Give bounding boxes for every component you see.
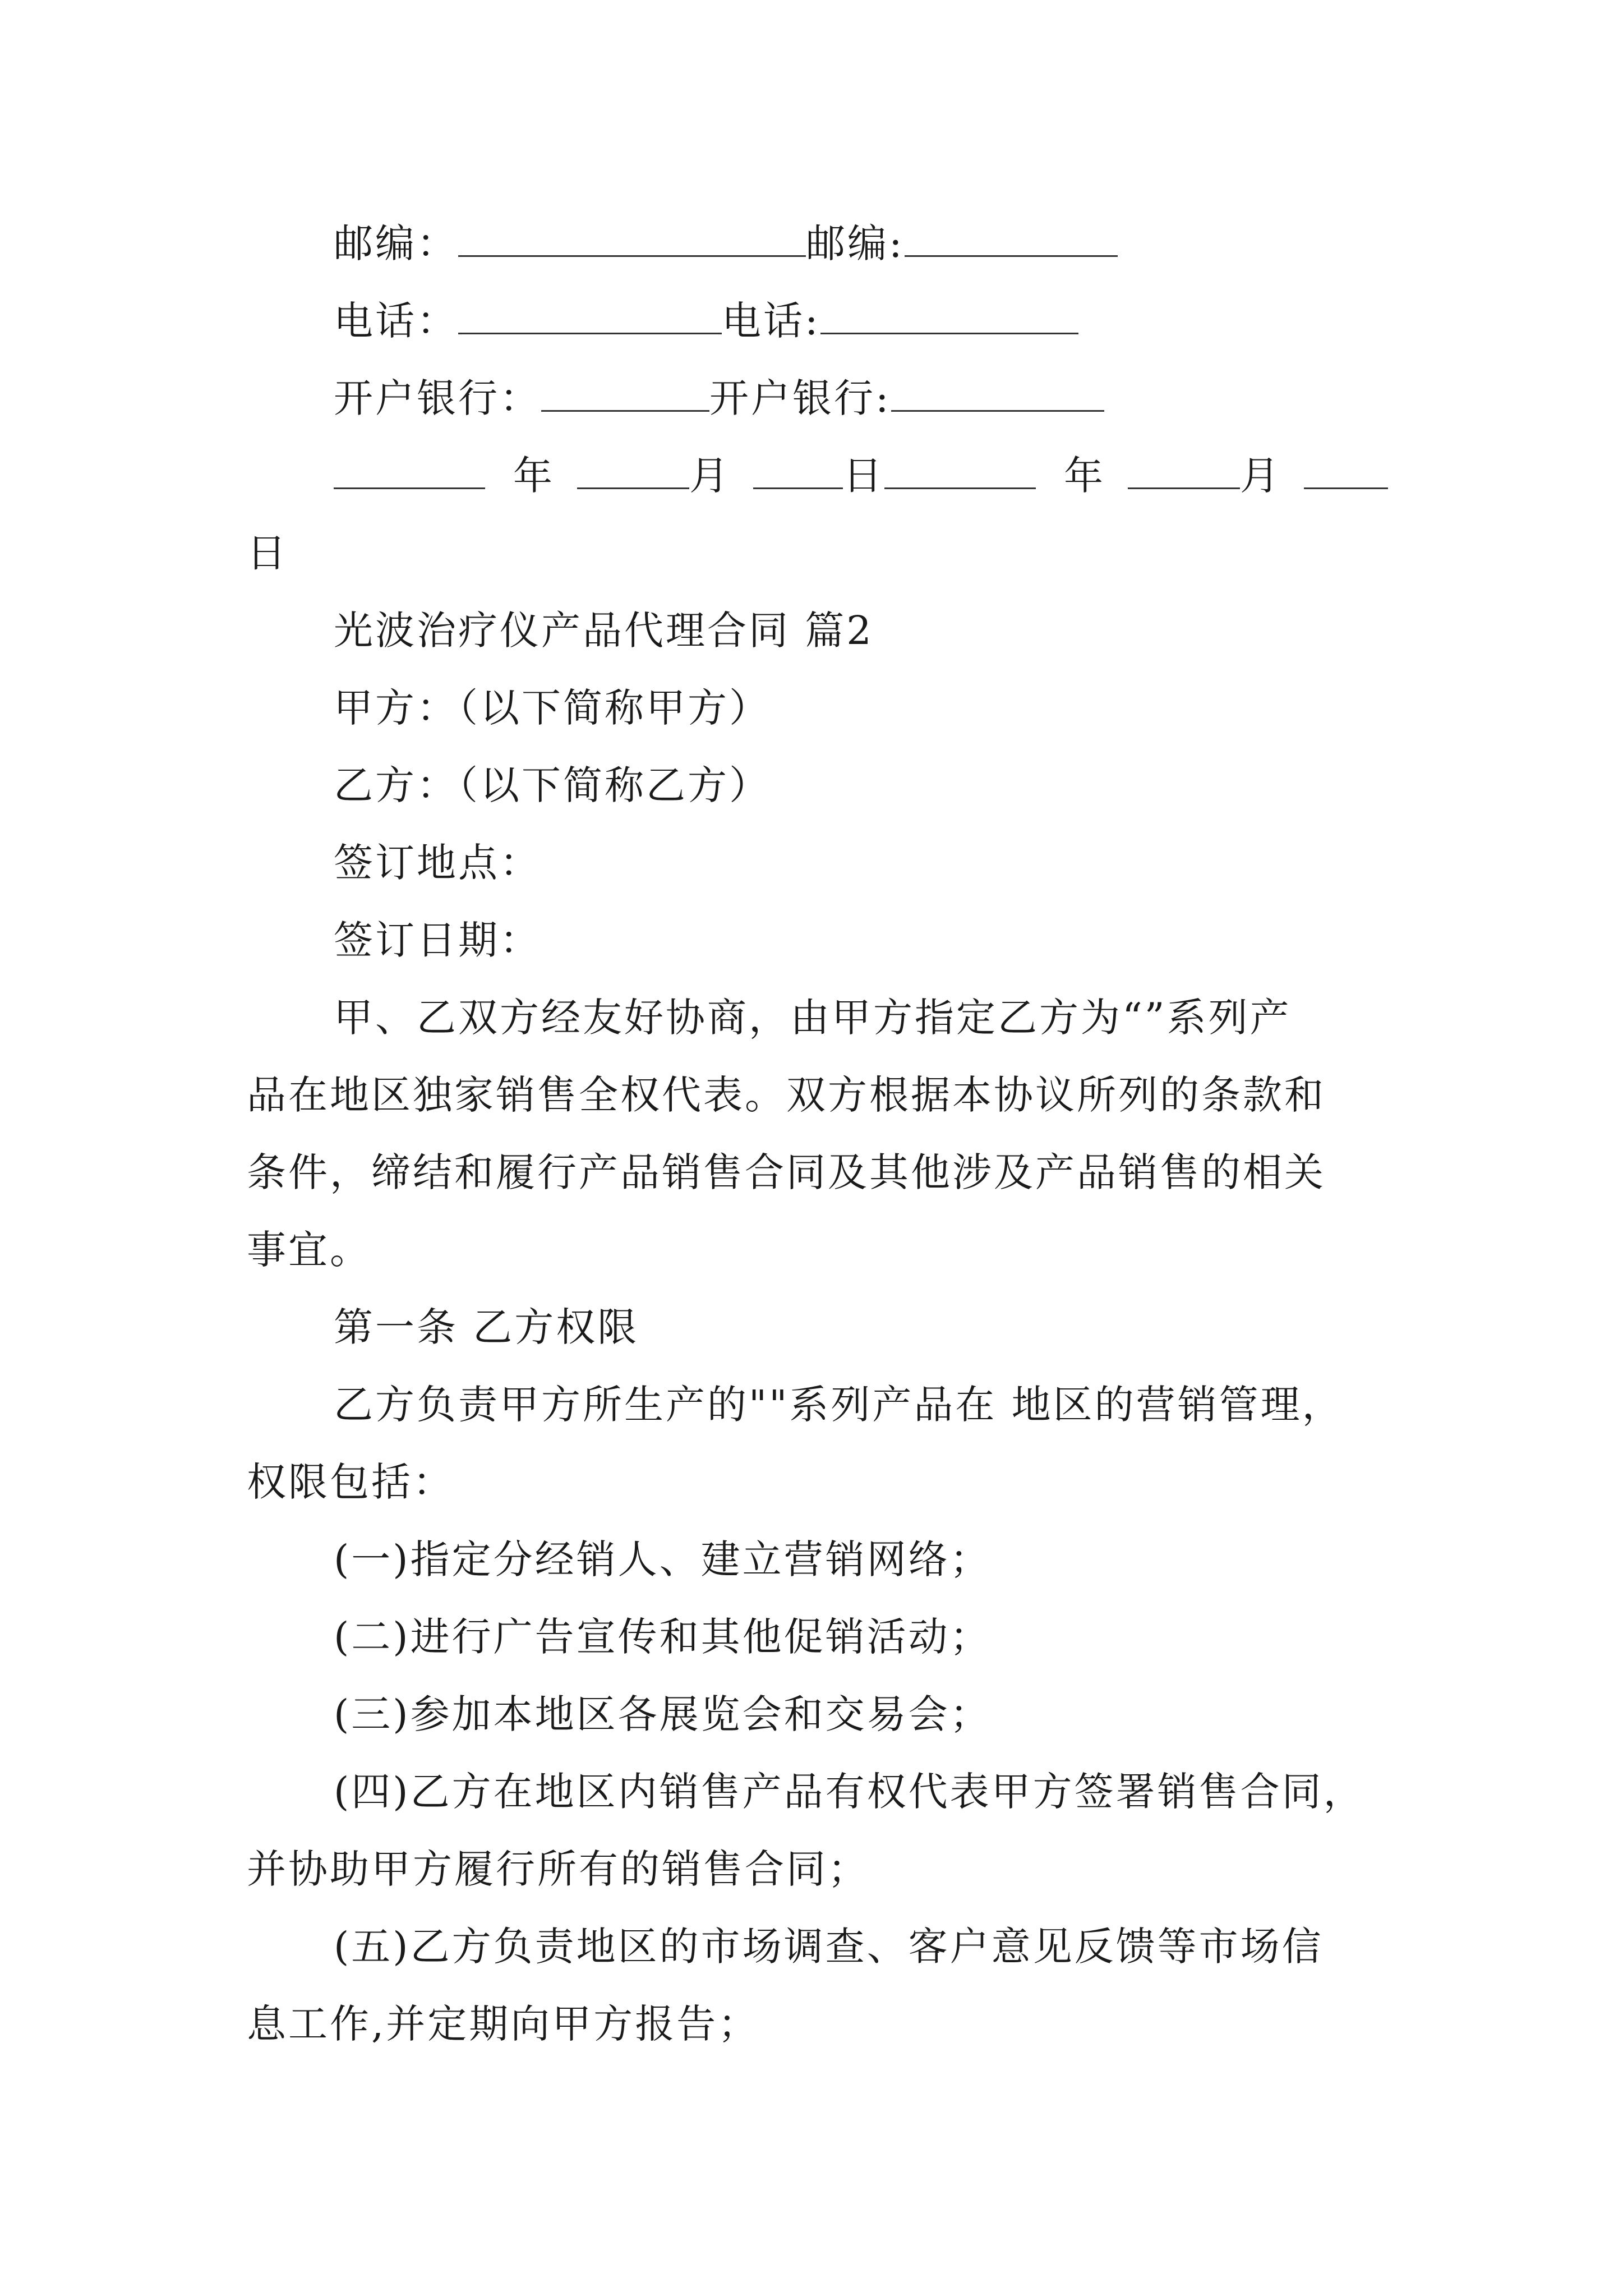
article-1-item-4-line-1: (四)乙方在地区内销售产品有权代表甲方签署销售合同， — [334, 1769, 1365, 1815]
article-1-item-5-line-2: 息工作,并定期向甲方报告； — [247, 2001, 760, 2047]
intro-line-2: 品在地区独家销售全权代表。双方根据本协议所列的条款和 — [247, 1072, 1326, 1118]
year-blank-a[interactable] — [334, 453, 485, 489]
article-1-item-2: (二)进行广告宣传和其他促销活动； — [334, 1614, 992, 1660]
day-label-b: 日 — [247, 530, 288, 576]
signing-place-line: 签订地点： — [334, 840, 541, 886]
month-label-b: 月 — [1240, 453, 1281, 499]
signature-date-line — [247, 437, 1380, 514]
day-blank-a[interactable] — [753, 453, 843, 489]
bank-blank-b[interactable] — [891, 375, 1104, 412]
day-label-a: 日 — [843, 453, 884, 499]
party-b-line: 乙方：（以下简称乙方） — [334, 762, 771, 808]
day-blank-b[interactable] — [1304, 453, 1388, 489]
postcode-blank-a[interactable] — [458, 220, 806, 257]
intro-line-1: 甲、乙双方经友好协商，由甲方指定乙方为“”系列产 — [334, 995, 1292, 1041]
month-blank-a[interactable] — [577, 453, 689, 489]
postcode-line — [247, 205, 1380, 282]
bank-label-b: 开户银行: — [709, 375, 891, 421]
section-title: 光波治疗仪产品代理合同 篇2 — [334, 608, 874, 654]
postcode-label-a: 邮编： — [334, 220, 458, 266]
phone-blank-a[interactable] — [458, 298, 722, 334]
year-blank-b[interactable] — [884, 453, 1036, 489]
year-label-b: 年 — [1064, 453, 1105, 499]
intro-line-3: 条件，缔结和履行产品销售合同及其他涉及产品销售的相关 — [247, 1149, 1326, 1195]
article-1-para-line-2: 权限包括： — [247, 1459, 454, 1505]
phone-line — [247, 282, 1380, 360]
bank-label-a: 开户银行： — [334, 375, 541, 421]
article-1-item-1: (一)指定分经销人、建立营销网络； — [334, 1536, 992, 1582]
signing-date-line: 签订日期： — [334, 917, 541, 963]
bank-blank-a[interactable] — [541, 375, 709, 412]
bank-line — [247, 360, 1380, 437]
phone-label-a: 电话： — [334, 298, 458, 344]
article-1-para-line-1: 乙方负责甲方所生产的""系列产品在 地区的营销管理， — [334, 1382, 1344, 1428]
month-label-a: 月 — [689, 453, 731, 499]
article-1-item-4-line-2: 并协助甲方履行所有的销售合同； — [247, 1846, 869, 1892]
postcode-blank-b[interactable] — [905, 220, 1118, 257]
day-label-b-wrap — [247, 514, 1380, 592]
document-body — [247, 205, 1380, 2063]
article-1-item-5-line-1: (五)乙方负责地区的市场调查、客户意见反馈等市场信 — [334, 1924, 1324, 1970]
postcode-label-b: 邮编: — [806, 220, 905, 266]
article-1-heading: 第一条 乙方权限 — [334, 1304, 639, 1350]
year-label-a: 年 — [513, 453, 555, 499]
party-a-line: 甲方：（以下简称甲方） — [334, 685, 771, 731]
month-blank-b[interactable] — [1128, 453, 1240, 489]
phone-blank-b[interactable] — [820, 298, 1078, 334]
phone-label-b: 电话: — [722, 298, 820, 344]
article-1-item-3: (三)参加本地区各展览会和交易会； — [334, 1691, 992, 1737]
intro-line-4: 事宜。 — [247, 1227, 371, 1273]
